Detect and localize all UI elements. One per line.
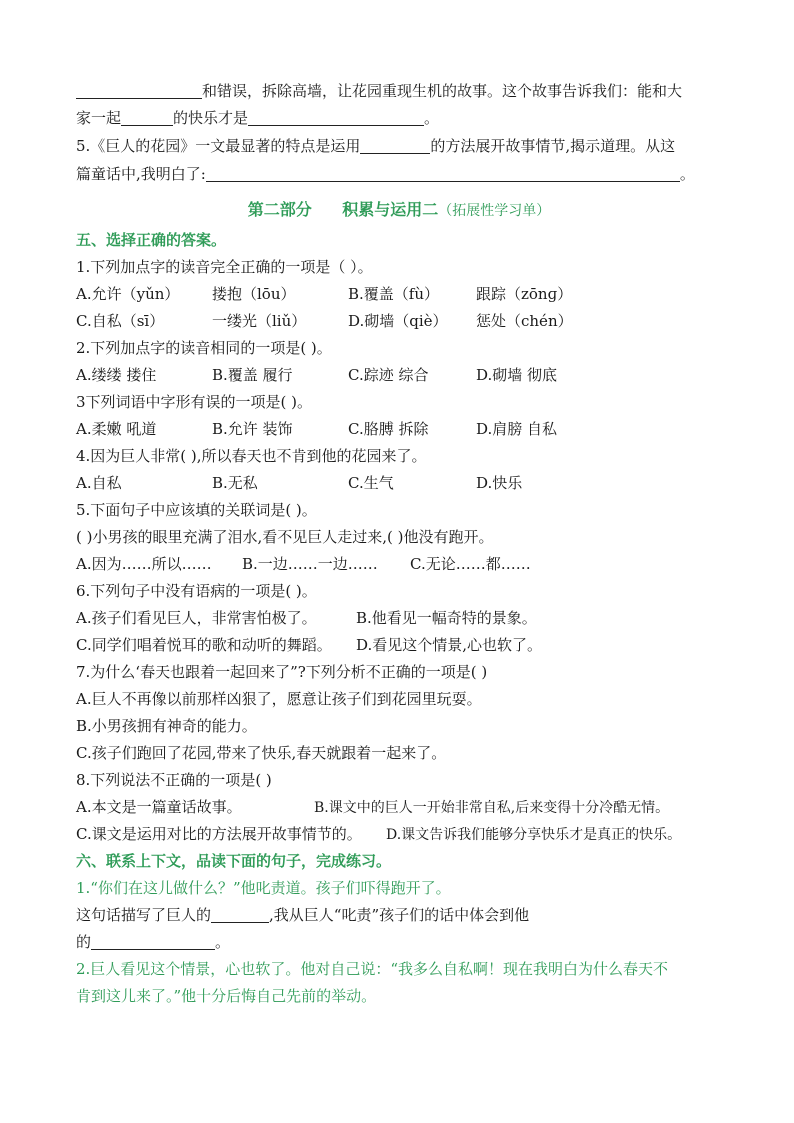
option[interactable]: C.自私（sī） (76, 312, 165, 330)
option[interactable]: A.本文是一篇童话故事。 (76, 798, 242, 816)
option[interactable]: 跟踪（zōnɡ） (476, 285, 573, 303)
text: 的 (76, 933, 92, 951)
text: 。 (424, 109, 440, 127)
options-row (76, 281, 722, 308)
option[interactable]: A.柔嫩 吼道 (76, 420, 157, 438)
question: 7.为什么‘春天也跟着一起回来了”?下列分析不正确的一项是( ) (76, 663, 488, 681)
question: 5.下面句子中应该填的关联词是( )。 (76, 501, 317, 519)
text-line (76, 133, 722, 161)
option[interactable]: B.他看见一幅奇特的景象。 (356, 609, 537, 627)
quoted-sentence: 肯到这儿来了。”他十分后悔自己先前的举动。 (76, 987, 377, 1005)
worksheet-page (76, 78, 722, 1010)
option[interactable]: B.小男孩拥有神奇的能力。 (76, 717, 257, 735)
question: 8.下列说法不正确的一项是( ) (76, 771, 272, 789)
option[interactable]: B.覆盖（fù） (348, 285, 440, 303)
text-line (76, 161, 722, 189)
text: 。 (215, 933, 231, 951)
text: ,我从巨人“叱责”孩子们的话中体会到他 (269, 906, 530, 924)
blank-line[interactable] (360, 135, 430, 154)
option[interactable]: C.生气 (348, 474, 394, 492)
options-row (76, 470, 722, 497)
options-row (76, 362, 722, 389)
options-row (76, 605, 722, 632)
blank-line[interactable] (91, 931, 215, 950)
options-row (76, 794, 722, 821)
option[interactable]: C.无论……都…… (410, 555, 531, 573)
text: 的方法展开故事情节,揭示道理。从这 (430, 137, 676, 155)
question: 4.因为巨人非常( ),所以春天也不肯到他的花园来了。 (76, 447, 427, 465)
text: 这句话描写了巨人的 (76, 906, 212, 924)
option[interactable]: D.看见这个情景,心也软了。 (356, 636, 543, 654)
options-row (76, 632, 722, 659)
question: 6.下列句子中没有语病的一项是( )。 (76, 582, 317, 600)
blank-line[interactable] (211, 904, 269, 923)
text: 家一起 (76, 109, 122, 127)
option[interactable]: A.因为……所以…… (76, 555, 212, 573)
option[interactable]: C.同学们唱着悦耳的歌和动听的舞蹈。 (76, 636, 332, 654)
option[interactable]: A.孩子们看见巨人，非常害怕极了。 (76, 609, 317, 627)
option[interactable]: D.砌墙（qiè） (348, 312, 448, 330)
text: 和错误，拆除高墙，让花园重现生机的故事。这个故事告诉我们：能和大 (202, 82, 683, 100)
text-line (76, 105, 722, 133)
question: 3下列词语中字形有误的一项是( )。 (76, 393, 313, 411)
blank-line[interactable] (121, 107, 173, 126)
option[interactable]: C.踪迹 综合 (348, 366, 429, 384)
section-heading: 五、选择正确的答案。 (76, 231, 227, 249)
part-note: （拓展性学习单） (438, 203, 551, 219)
option[interactable]: D.肩膀 自私 (476, 420, 558, 438)
text: 的快乐才是 (173, 109, 249, 127)
option[interactable]: C.胳膊 拆除 (348, 420, 429, 438)
options-row (76, 416, 722, 443)
option[interactable]: A.允许（yǔn） (76, 285, 180, 303)
option[interactable]: D.快乐 (476, 474, 523, 492)
part-subtitle: 积累与运用二 (342, 200, 439, 219)
option[interactable]: A.巨人不再像以前那样凶狠了，愿意让孩子们到花园里玩耍。 (76, 690, 482, 708)
option[interactable]: C.课文是运用对比的方法展开故事情节的。 (76, 825, 362, 843)
option[interactable]: 一缕光（liǔ） (212, 312, 307, 330)
question: 2.下列加点字的读音相同的一项是( )。 (76, 339, 332, 357)
option[interactable]: D.砌墙 彻底 (476, 366, 558, 384)
option[interactable]: B.无私 (212, 474, 258, 492)
text: 篇童话中,我明白了: (76, 165, 206, 183)
text-line (76, 78, 722, 105)
options-row (76, 821, 722, 848)
question: 1.下列加点字的读音完全正确的一项是（ ）。 (76, 258, 373, 276)
option[interactable]: 搂抱（lōu） (212, 285, 296, 303)
text: 5.《巨人的花园》一文最显著的特点是运用 (76, 137, 361, 155)
text-line (76, 902, 722, 929)
options-row (76, 308, 722, 335)
blank-line[interactable] (248, 107, 424, 126)
part-header (76, 193, 722, 227)
quoted-sentence: 2.巨人看见这个情景，心也软了。他对自己说：“我多么自私啊！现在我明白为什么春天不 (76, 960, 668, 978)
text: 。 (679, 165, 695, 183)
option[interactable]: B.一边……一边…… (242, 555, 378, 573)
blank-line[interactable] (76, 80, 202, 99)
option[interactable]: A.自私 (76, 474, 122, 492)
option[interactable]: C.孩子们跑回了花园,带来了快乐,春天就跟着一起来了。 (76, 744, 447, 762)
option[interactable]: B.允许 装饰 (212, 420, 293, 438)
quoted-sentence: 1.“你们在这儿做什么？”他叱责道。孩子们吓得跑开了。 (76, 879, 451, 897)
text-line (76, 929, 722, 956)
option[interactable]: 惩处（chén） (476, 312, 573, 330)
section-heading: 六、联系上下文，品读下面的句子，完成练习。 (76, 852, 392, 870)
option[interactable]: B.课文中的巨人一开始非常自私,后来变得十分冷酷无情。 (314, 800, 670, 816)
blank-line[interactable] (206, 163, 680, 182)
question-sentence: ( )小男孩的眼里充满了泪水,看不见巨人走过来,( )他没有跑开。 (76, 528, 494, 546)
option[interactable]: A.缕缕 搂住 (76, 366, 157, 384)
part-title: 第二部分 (247, 200, 312, 219)
option[interactable]: B.覆盖 履行 (212, 366, 293, 384)
options-row (76, 551, 722, 578)
option[interactable]: D.课文告诉我们能够分享快乐才是真正的快乐。 (386, 827, 682, 843)
